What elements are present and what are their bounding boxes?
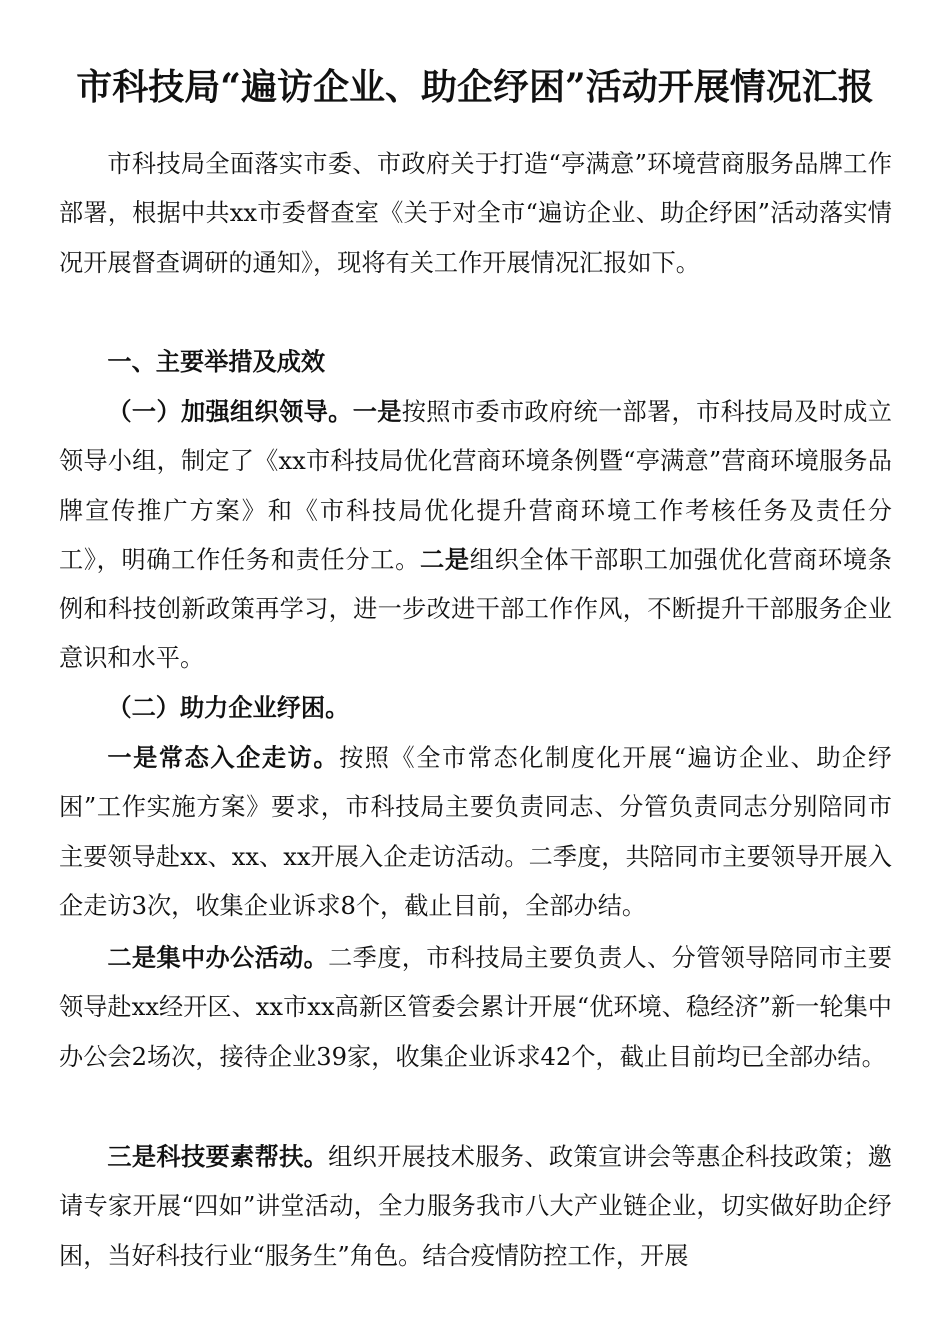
lead-second: 二是: [420, 545, 470, 574]
organization-text-1: 按照市委市政府统一部署，市科技局及时成立领导小组，制定了《xx市科技局优化营商环境条例暨“亭满意”营商环境服务品牌宣传推广方案》和《市科技局优化提升营商环境工作考核任务及责任分工》，明确工作任务和责任分工。: [59, 398, 892, 574]
relief-item-visits: [59, 734, 892, 931]
lead-first: 一是: [352, 398, 402, 426]
section-heading-main-measures: 一、主要举措及成效: [107, 348, 326, 376]
relief-item-lead: 一是常态入企走访。: [107, 744, 340, 772]
relief-item-office: [59, 934, 892, 1082]
relief-item-tech-support: [59, 1133, 892, 1281]
organization-text-2: 组织全体干部职工加强优化营商环境条例和科技创新政策再学习，进一步改进干部工作作风，不断提升干部服务企业意识和水平。: [59, 545, 892, 673]
relief-item-lead: 二是集中办公活动。: [107, 944, 329, 972]
relief-item-text: 二季度，市科技局主要负责人、分管领导陪同市主要领导赴xx经开区、xx市xx高新区管委会累计开展“优环境、稳经济”新一轮集中办公会2场次，接待企业39家，收集企业诉求42个，截止目前均已全部办结。: [59, 944, 892, 1071]
relief-item-text: 按照《全市常态化制度化开展“遍访企业、助企纾困”工作实施方案》要求，市科技局主要负责同志、分管负责同志分别陪同市主要领导赴xx、xx、xx开展入企走访活动。二季度，共陪同市主要领导开展入企走访3次，收集企业诉求8个，截止目前，全部办结。: [59, 744, 892, 920]
subsection-organization-paragraph: [59, 388, 892, 684]
intro-paragraph: 市科技局全面落实市委、市政府关于打造“亭满意”环境营商服务品牌工作部署，根据中共xx市委督查室《关于对全市“遍访企业、助企纾困”活动落实情况开展督查调研的通知》，现将有关工作开展情况汇报如下。: [59, 150, 892, 277]
relief-item-lead: 三是科技要素帮扶。: [107, 1143, 329, 1171]
subsection-heading-relief: （二）助力企业纾困。: [107, 694, 350, 722]
relief-item-text: 组织开展技术服务、政策宣讲会等惠企科技政策；邀请专家开展“四如”讲堂活动，全力服务我市八大产业链企业，切实做好助企纾困，当好科技行业“服务生”角色。结合疫情防控工作，开展: [59, 1143, 892, 1270]
subsection-heading-organization: （一）加强组织领导。: [107, 398, 353, 426]
document-title: 市科技局“遍访企业、助企纾困”活动开展情况汇报: [76, 66, 874, 108]
